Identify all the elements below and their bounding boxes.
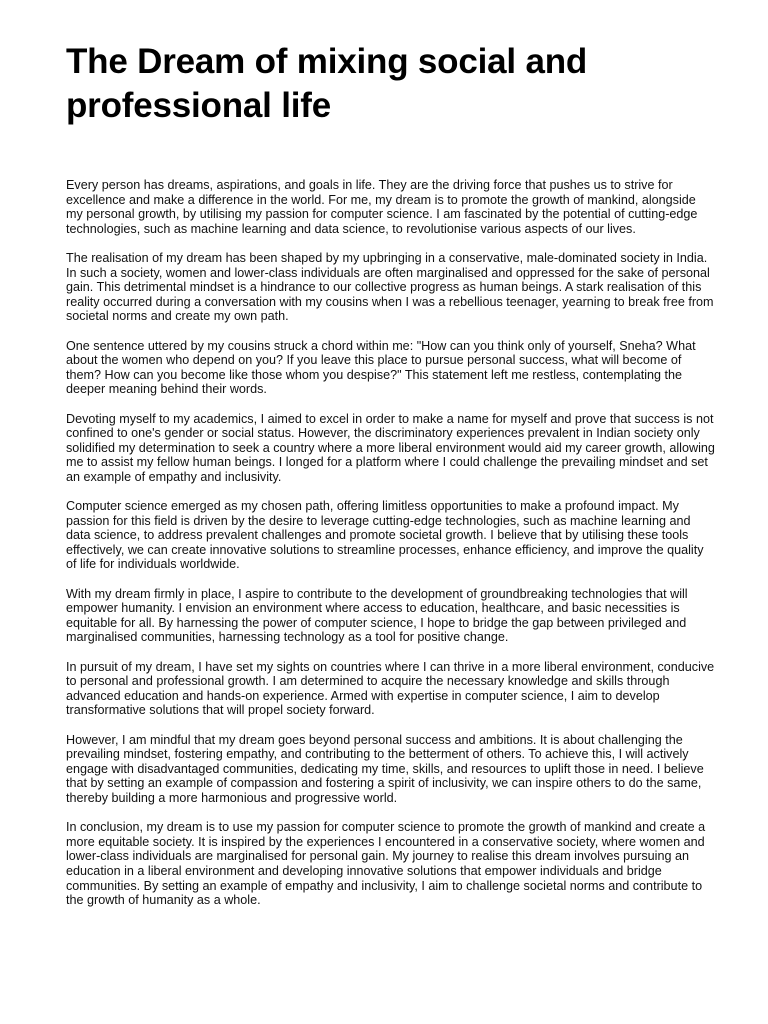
paragraph-5: Computer science emerged as my chosen path, offering limitless opportunities to make a profound impact. My passion for this field is driven by the desire to leverage cutting-edge technologies, such as machine learning and data science, to address prevalent challenges and promote societal growth. I believe that by utilising these tools effectively, we can create innovative solutions to streamline processes, enhance efficiency, and improve the quality of life for individuals worldwide. xyxy=(66,499,704,572)
paragraph-9: In conclusion, my dream is to use my passion for computer science to promote the growth of mankind and create a more equitable society. It is inspired by the experiences I encountered in a conservative society, where women and lower-class individuals are marginalised for personal gain. My journey to realise this dream involves pursuing an education in a liberal environment and developing innovative solutions that empower individuals and bridge communities. By setting an example of empathy and inclusivity, I aim to challenge societal norms and contribute to the growth of humanity as a whole. xyxy=(66,820,706,908)
paragraph-2: The realisation of my dream has been shaped by my upbringing in a conservative, male-dominated society in India. In such a society, women and lower-class individuals are often marginalised and oppressed for the sake of personal gain. This detrimental mindset is a hindrance to our collective progress as human beings. A stark realisation of this reality occurred during a conversation with my cousins when I was a rebellious teenager, yearning to break free from societal norms and create my own path. xyxy=(66,250,714,324)
essay-body xyxy=(66,178,716,908)
document-page xyxy=(66,40,716,908)
paragraph-1: Every person has dreams, aspirations, and goals in life. They are the driving force that pushes us to strive for excellence and make a difference in the world. For me, my dream is to promote the growth of mankind, alongside my personal growth, by utilising my passion for computer science. I am fascinated by the potential of cutting-edge technologies, such as machine learning and data science, to revolutionise various aspects of our lives. xyxy=(66,178,698,236)
paragraph-3: One sentence uttered by my cousins struck a chord within me: "How can you think only of yourself, Sneha? What about the women who depend on you? If you leave this place to pursue personal success, what will become of them? How can you become like those whom you despise?" This statement left me restless, contemplating the deeper meaning behind their words. xyxy=(66,338,696,397)
paragraph-8: However, I am mindful that my dream goes beyond personal success and ambitions. It is about challenging the prevailing mindset, fostering empathy, and contributing to the betterment of others. To achieve this, I will actively engage with disadvantaged communities, dedicating my time, skills, and resources to uplift those in need. I believe that by setting an example of compassion and fostering a spirit of inclusivity, we can inspire others to do the same, thereby building a more harmonious and progressive world. xyxy=(66,732,704,805)
page-title: The Dream of mixing social and professional life xyxy=(66,42,588,125)
paragraph-6: With my dream firmly in place, I aspire to contribute to the development of groundbreaking technologies that will empower humanity. I envision an environment where access to education, healthcare, and basic necessities is equitable for all. By harnessing the power of computer science, I hope to bridge the gap between privileged and marginalised communities, harnessing technology as a tool for positive change. xyxy=(66,586,688,645)
paragraph-4: Devoting myself to my academics, I aimed to excel in order to make a name for myself and prove that success is not confined to one's gender or social status. However, the discriminatory experiences prevalent in Indian society only solidified my determination to seek a country where a more liberal environment would aid my career growth, allowing me to assist my fellow human beings. I longed for a platform where I could challenge the prevailing mindset and set an example of empathy and inclusivity. xyxy=(66,411,715,484)
paragraph-7: In pursuit of my dream, I have set my sights on countries where I can thrive in a more liberal environment, conducive to personal and professional growth. I am determined to acquire the necessary knowledge and skills through advanced education and hands-on experience. Armed with expertise in computer science, I aim to develop transformative solutions that will propel society forward. xyxy=(66,659,715,718)
